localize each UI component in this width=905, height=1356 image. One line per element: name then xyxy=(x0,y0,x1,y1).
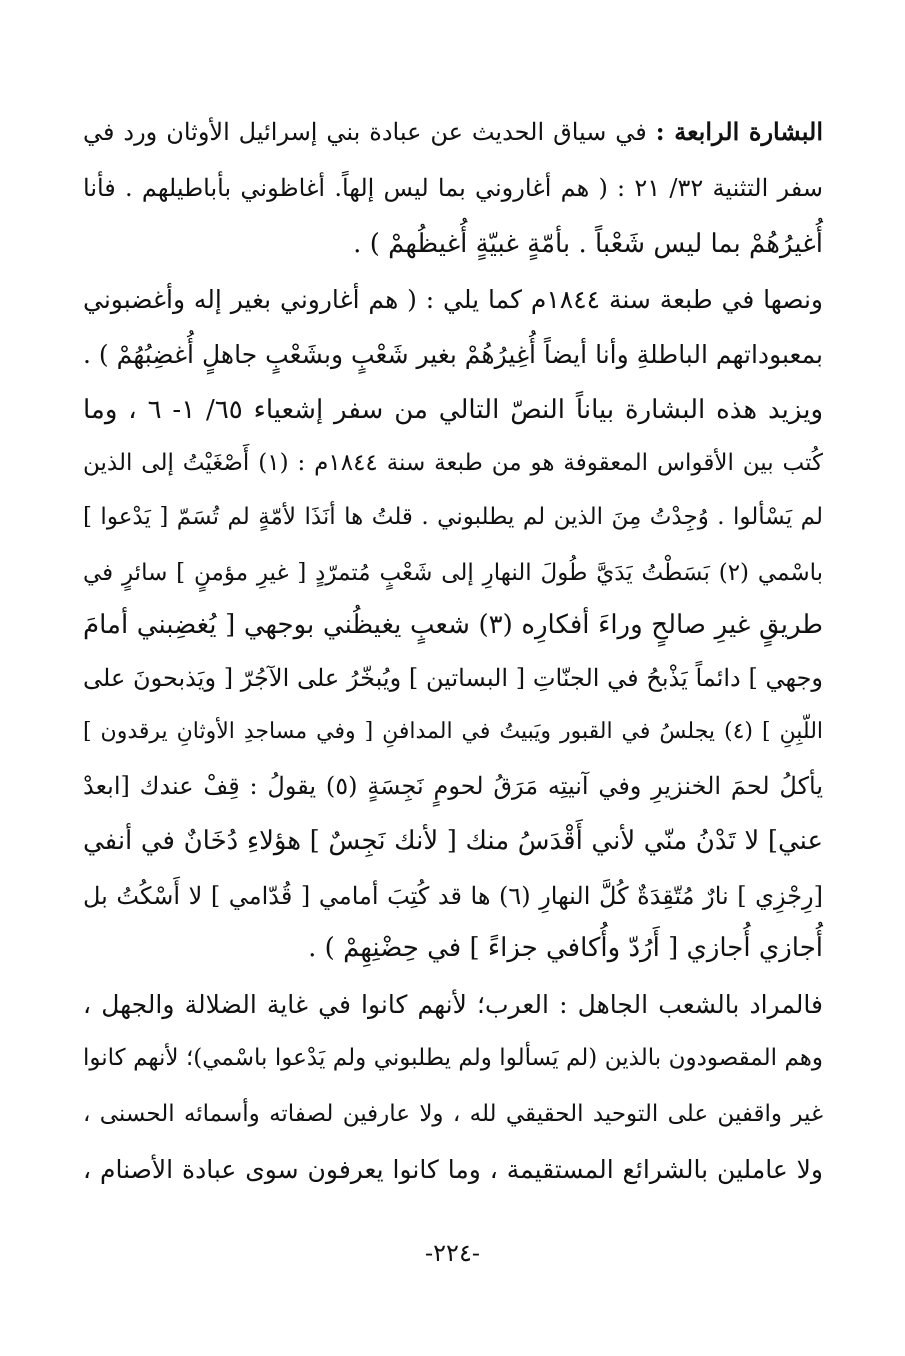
text-line: عني] لا تَدْنُ منّي لأني أَقْدَسُ منك [ لأنك نَجِسٌ ] هؤلاءِ دُخَانٌ في أنفي xyxy=(83,826,823,856)
text-line: طريقٍ غيرِ صالحٍ وراءَ أفكارِه (٣) شعبٍ يغيظُني بوجهي [ يُغضِبني أمامَ xyxy=(83,610,823,640)
page-number: -٢٢٤- xyxy=(425,1239,480,1267)
text-line xyxy=(83,112,823,152)
text-line: وجهي ] دائماً يَذْبحُ في الجنّاتِ [ البساتين ] ويُبخّرُ على الآجُرّ [ ويَذبحونَ على xyxy=(83,664,823,692)
text-line: ولا عاملين بالشرائع المستقيمة ، وما كانوا يعرفون سوى عبادة الأصنام ، xyxy=(83,1155,823,1184)
text-line: أُغيرُهُمْ بما ليس شَعْباً . بأمّةٍ غبيّةٍ أُغيظُهمْ ) . xyxy=(353,229,823,259)
text-line: بمعبوداتهم الباطلةِ وأنا أيضاً أُغِيرُهُمْ بغير شَعْبٍ وبشَعْبٍ جاهلٍ أُغضِبُهُمْ ) . xyxy=(83,340,823,369)
text-line: ونصها في طبعة سنة ١٨٤٤م كما يلي : ( هم أغاروني بغير إله وأغضبوني xyxy=(83,285,824,314)
text-line: يأكلُ لحمَ الخنزيرِ وفي آنيتِه مَرَقُ لحومٍ نَجِسَةٍ (٥) يقولُ : قِفْ عندك [ابعدْ xyxy=(83,772,824,800)
text-line: غير واقفين على التوحيد الحقيقي لله ، ولا عارفين لصفاته وأسمائه الحسنى ، xyxy=(83,1101,823,1127)
text-line: سفر التثنية ٣٢/ ٢١ : ( هم أغاروني بما ليس إلهاً. أغاظوني بأباطيلهم . فأنا xyxy=(83,174,823,202)
text-line: باسْمي (٢) بَسَطْتُ يَدَيَّ طُولَ النهارِ إلى شَعْبٍ مُتمرّدٍ [ غيرِ مؤمنٍ ] سائرٍ في xyxy=(83,560,823,586)
line-text: في سياق الحديث عن عبادة بني إسرائيل الأوثان ورد في xyxy=(83,118,656,146)
section-heading: البشارة الرابعة : xyxy=(655,117,823,146)
text-line: كُتب بين الأقواس المعقوفة هو من طبعة سنة ١٨٤٤م : (١) أَصْغَيْتُ إلى الذين xyxy=(83,450,823,476)
text-line: وهم المقصودون بالذين (لم يَسألوا ولم يطلبوني ولم يَدْعوا باسْمي)؛ لأنهم كانوا xyxy=(83,1045,823,1071)
text-line: [رِجْزِي ] نارٌ مُتّقِدَةٌ كُلَّ النهارِ (٦) ها قد كُتِبَ أمامي [ قُدّامي ] لا أَسْكُتُ بل xyxy=(83,882,823,910)
text-line: فالمراد بالشعب الجاهل : العرب؛ لأنهم كانوا في غاية الضلالة والجهل ، xyxy=(83,990,823,1019)
text-line: ويزيد هذه البشارة بياناً النصّ التالي من سفر إشعياء ٦٥/ ١- ٦ ، وما xyxy=(83,395,823,425)
text-line: أُجازي أُجازي [ أَرُدّ وأُكافي جزاءً ] في حِضْنِهِمْ ) . xyxy=(308,933,823,963)
text-line: لم يَسْألوا . وُجِدْتُ مِنَ الذين لم يطلبوني . قلتُ ها أنَذَا لأمّةٍ لم تُسَمّ [ يَدْعوا ] xyxy=(83,504,823,530)
text-line: اللّبِنِ ] (٤) يجلسُ في القبور ويَبيتُ في المدافنِ [ وفي مساجدِ الأوثانِ يرقدون ] xyxy=(83,719,824,744)
